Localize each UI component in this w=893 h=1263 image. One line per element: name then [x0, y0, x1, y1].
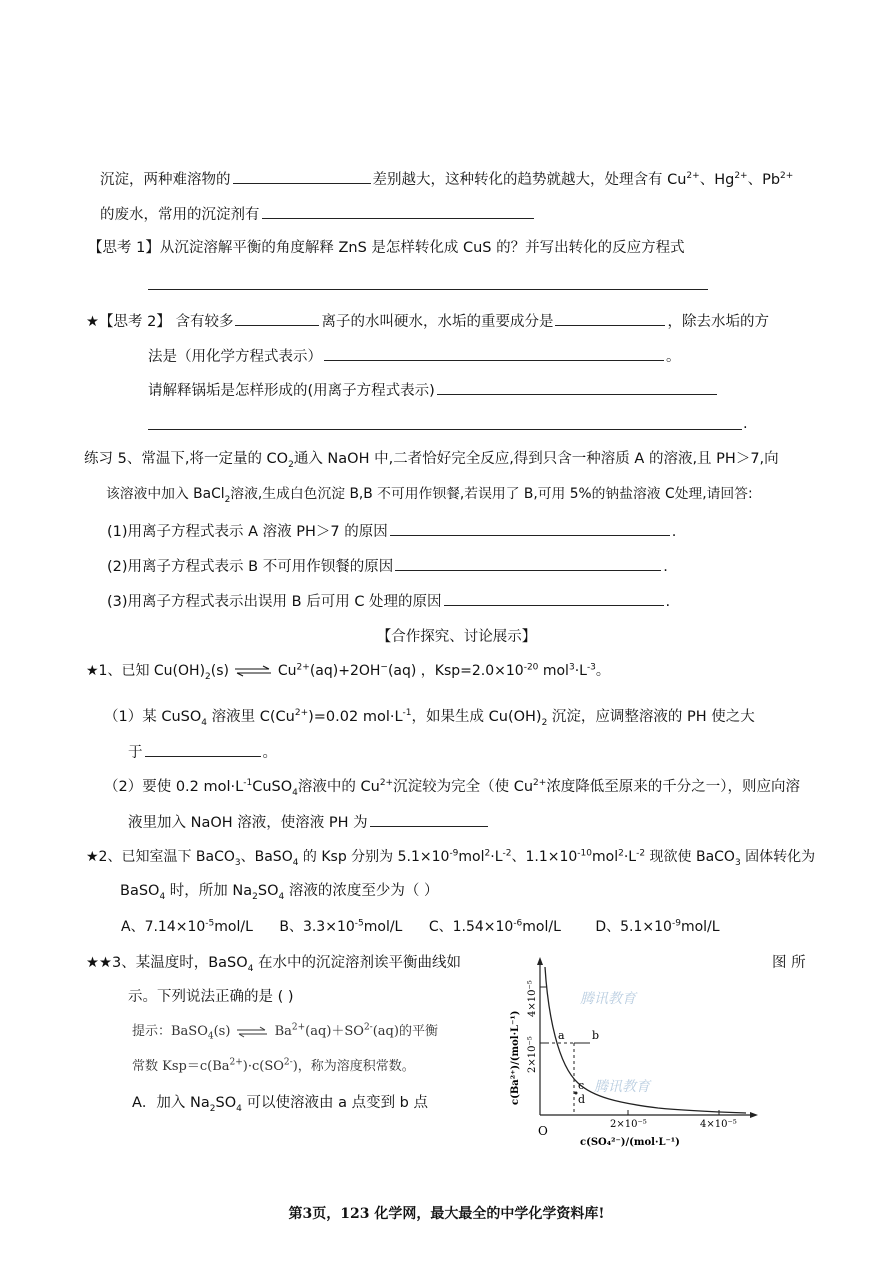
superscript: -10: [577, 848, 592, 859]
superscript: 3: [568, 662, 575, 673]
superscript: 2+: [296, 662, 310, 673]
text: mol: [592, 849, 619, 865]
problem-3-line-1: [86, 953, 461, 973]
y-tick-label: 4×10⁻⁵: [527, 980, 538, 1017]
x-axis-arrow-icon: [750, 1112, 758, 1118]
text: mol: [538, 663, 569, 679]
text: Ba: [274, 1024, 292, 1039]
text: 请解释锅垢是怎样形成的(用离子方程式表示): [148, 383, 435, 399]
text: 浓度降低至原来的千分之一），则应向溶: [546, 779, 801, 795]
text: ★2、已知室温下 BaCO: [86, 849, 235, 865]
answer-blank[interactable]: [262, 203, 534, 219]
exercise-5-q3: [107, 590, 670, 612]
point-c: c: [578, 1079, 585, 1092]
text: .: [671, 524, 677, 540]
point-b: b: [592, 1029, 600, 1042]
text: (aq)+2OH: [309, 663, 381, 679]
text: （1）某 CuSO: [104, 709, 202, 725]
subscript: 4: [292, 787, 298, 798]
text: 差别越大，这种转化的趋势就越大，处理含有 Cu: [372, 172, 687, 188]
option-a[interactable]: A、$7.14\times 10^{-5}mol/L$: [121, 918, 253, 935]
problem-1-equation: [86, 661, 610, 681]
superscript: -1: [243, 778, 253, 789]
text: 该溶液中加入 BaCl: [106, 486, 225, 502]
think-2-line-1: [86, 310, 769, 332]
exercise-5-line-1: [84, 449, 779, 469]
think-1: 【思考 1】从沉淀溶解平衡的角度解释 ZnS 是怎样转化成 CuS 的？并写出转化的反应方程式: [88, 240, 685, 256]
text: 通入 NaOH 中,二者恰好完全反应,得到只含一种溶质 A 的溶液,且 PH＞7,向: [293, 451, 779, 467]
answer-line[interactable]: [148, 288, 708, 290]
superscript: 2+: [291, 1022, 306, 1033]
subscript: 2: [209, 1103, 216, 1114]
para-line-2: [100, 203, 536, 225]
text: 沉淀较为完全（使 Cu: [393, 779, 534, 795]
exercise-5-q1: [107, 520, 676, 542]
problem-1-q1: [104, 707, 755, 727]
text: 、Hg: [699, 172, 735, 188]
superscript: 2+: [533, 778, 547, 789]
text: 、Pb: [747, 172, 781, 188]
point-c-dot: [575, 1092, 578, 1095]
text: 溶液里 C(Cu: [207, 709, 295, 725]
problem-2-options: [121, 917, 720, 937]
subscript: 2: [205, 671, 211, 682]
superscript: -1: [402, 708, 412, 719]
text: ★【思考 2】 含有较多: [86, 314, 234, 330]
subscript: 2: [541, 717, 548, 728]
text: .: [663, 559, 668, 575]
superscript: 2+: [379, 778, 394, 789]
superscript: -3: [586, 662, 596, 673]
superscript: 2+: [294, 708, 309, 719]
text: 图 所: [772, 955, 806, 971]
subscript: 4: [159, 891, 166, 902]
text: 常数 Ksp＝c(Ba: [132, 1059, 230, 1074]
problem-1-q2-cont: [128, 811, 490, 833]
answer-blank[interactable]: [437, 379, 717, 395]
text: Cu: [277, 663, 297, 679]
problem-2-line-1: [86, 847, 815, 867]
text: .: [665, 594, 671, 610]
text: 液里加入 NaOH 溶液，使溶液 PH 为: [128, 815, 368, 831]
text: ，除去水垢的方: [667, 314, 769, 330]
text: 沉淀，应调整溶液的 PH 使之大: [547, 709, 755, 725]
text: （2）要使 0.2 mol·L: [104, 779, 244, 795]
hint-line-1: [132, 1022, 438, 1042]
text: mol: [458, 849, 485, 865]
text: ★1、已知 Cu(OH): [86, 663, 206, 679]
superscript: -2: [502, 848, 512, 859]
text: ·L: [623, 849, 637, 865]
watermark: 腾讯教育: [580, 991, 636, 1007]
text: 练习 5、常温下,将一定量的 CO: [84, 451, 289, 467]
text: (aq)的平衡: [372, 1024, 438, 1039]
hint-line-2: [132, 1057, 415, 1077]
text: 。: [262, 745, 277, 761]
subscript: 4: [201, 717, 208, 728]
exercise-5-line-2: [106, 484, 753, 504]
problem-1-q1-cont: [128, 741, 277, 763]
subscript: 4: [292, 857, 299, 868]
problem-2-line-2: [120, 881, 438, 901]
superscript: 2+: [734, 171, 748, 182]
answer-blank[interactable]: [390, 520, 670, 536]
origin-label: O: [538, 1124, 548, 1138]
subscript: 3: [734, 857, 741, 868]
text: (s): [210, 663, 229, 679]
text: )·c(SO: [242, 1059, 284, 1074]
text: 在水中的沉淀溶剂诶平衡曲线如: [253, 955, 462, 971]
subscript: 2: [252, 891, 258, 902]
superscript: 2+: [686, 171, 700, 182]
para-line-1: [100, 168, 793, 190]
text: 现欲使 BaCO: [645, 849, 735, 865]
answer-blank[interactable]: [370, 811, 488, 827]
text: SO: [215, 1095, 237, 1111]
text: 沉淀，两种难溶物的: [100, 172, 231, 188]
point-d: d: [578, 1093, 586, 1106]
option-a-statement: [132, 1093, 428, 1113]
text: 于: [128, 745, 143, 761]
option-c[interactable]: C、$1.54\times 10^{-6}mol/L$: [428, 918, 561, 935]
y-axis-arrow-icon: [537, 957, 543, 965]
superscript: 2: [484, 848, 491, 859]
text: 离子的水叫硬水，水垢的重要成分是: [321, 314, 554, 330]
superscript: −: [380, 662, 388, 673]
superscript: -9: [449, 848, 459, 859]
text: 、1.1×10: [511, 849, 578, 865]
superscript: -2: [636, 848, 646, 859]
subscript: 3: [234, 857, 241, 868]
text: ，如果生成 Cu(OH): [411, 709, 542, 725]
text: 固体转化为: [740, 849, 816, 865]
x-tick-label: 4×10⁻⁵: [700, 1119, 737, 1130]
text: 。: [595, 663, 610, 679]
text: 提示：BaSO: [132, 1024, 208, 1039]
y-axis-label: c(Ba²⁺)/(mol·L⁻¹): [510, 1010, 521, 1105]
answer-blank[interactable]: [233, 168, 371, 184]
text: 法是（用化学方程式表示）: [148, 349, 322, 365]
superscript: 2-: [283, 1057, 293, 1068]
page-footer: 第3页，123 化学网，最大最全的中学化学资料库!: [288, 1206, 605, 1222]
superscript: 2: [618, 848, 624, 859]
superscript: -20: [523, 662, 539, 673]
period: .: [743, 416, 748, 432]
text: (s): [213, 1024, 231, 1039]
text: BaSO: [120, 883, 160, 899]
text: 的废水，常用的沉淀剂有: [100, 207, 260, 223]
superscript: 2+: [229, 1057, 243, 1068]
text: (3)用离子方程式表示出误用 B 后可用 C 处理的原因: [107, 594, 442, 610]
subscript: 4: [247, 963, 254, 974]
text: (aq) ，Ksp=2.0×10: [387, 663, 524, 679]
text: 可以使溶液由 a 点变到 b 点: [241, 1095, 428, 1111]
problem-1-q2: [104, 777, 800, 797]
option-b[interactable]: B、$3.3\times 10^{-5}mol/L$: [279, 918, 403, 935]
text: 溶液中的 Cu: [297, 779, 380, 795]
option-d[interactable]: D、$5.1\times 10^{-9}mol/L$: [595, 918, 720, 935]
text: 溶液的浓度至少为（ ）: [284, 883, 439, 899]
subscript: 4: [236, 1103, 242, 1114]
problem-3-line-2: 示。下列说法正确的是 ( ): [128, 989, 294, 1005]
think-2-line-3: [148, 379, 719, 401]
think-2-line-2: [148, 345, 681, 367]
equilibrium-arrow-icon: [233, 665, 273, 677]
x-axis-label: c(SO₄²⁻)/(mol·L⁻¹): [580, 1137, 680, 1148]
exercise-5-q2: [107, 555, 668, 577]
text: (2)用离子方程式表示 B 不可用作钡餐的原因: [107, 559, 394, 575]
text: 溶液,生成白色沉淀 B,B 不可用作钡餐,若误用了 B,可用 5%的钠盐溶液 C处理,请回答:: [230, 486, 753, 502]
superscript: 2-: [363, 1022, 373, 1033]
text: 时，所加 Na: [165, 883, 253, 899]
text: SO: [257, 883, 279, 899]
equilibrium-arrow-icon: [235, 1026, 275, 1038]
answer-blank[interactable]: [145, 741, 261, 757]
subscript: 4: [278, 891, 285, 902]
y-tick-label: 2×10⁻⁵: [527, 1036, 538, 1073]
solubility-curve-figure: [488, 955, 758, 1150]
text: )，称为溶度积常数。: [292, 1059, 415, 1074]
text: (1)用离子方程式表示 A 溶液 PH＞7 的原因: [107, 524, 388, 540]
point-a: a: [558, 1029, 565, 1042]
text: CuSO: [252, 779, 293, 795]
text: 的 Ksp 分别为 5.1×10: [298, 849, 450, 865]
text: (aq)＋SO: [305, 1024, 364, 1039]
text: ·L: [574, 663, 587, 679]
text: )=0.02 mol·L: [308, 709, 403, 725]
answer-blank[interactable]: [395, 555, 661, 571]
answer-blank[interactable]: [444, 590, 664, 606]
answer-blank[interactable]: [555, 310, 665, 326]
text: 。: [666, 349, 681, 365]
subscript: 2: [288, 459, 294, 470]
text: A．加入 Na: [132, 1095, 210, 1111]
section-title: 【合作探究、讨论展示】: [376, 629, 537, 645]
watermark: 腾讯教育: [594, 1079, 650, 1095]
text: ·L: [490, 849, 503, 865]
answer-line[interactable]: [148, 428, 742, 430]
text: 、BaSO: [240, 849, 293, 865]
superscript: 2+: [780, 171, 794, 182]
subscript: 4: [207, 1031, 214, 1042]
answer-blank[interactable]: [324, 345, 664, 361]
text: ★★3、某温度时，BaSO: [86, 955, 248, 971]
answer-blank[interactable]: [235, 310, 319, 326]
x-tick-label: 2×10⁻⁵: [610, 1119, 647, 1130]
subscript: 2: [224, 494, 231, 505]
